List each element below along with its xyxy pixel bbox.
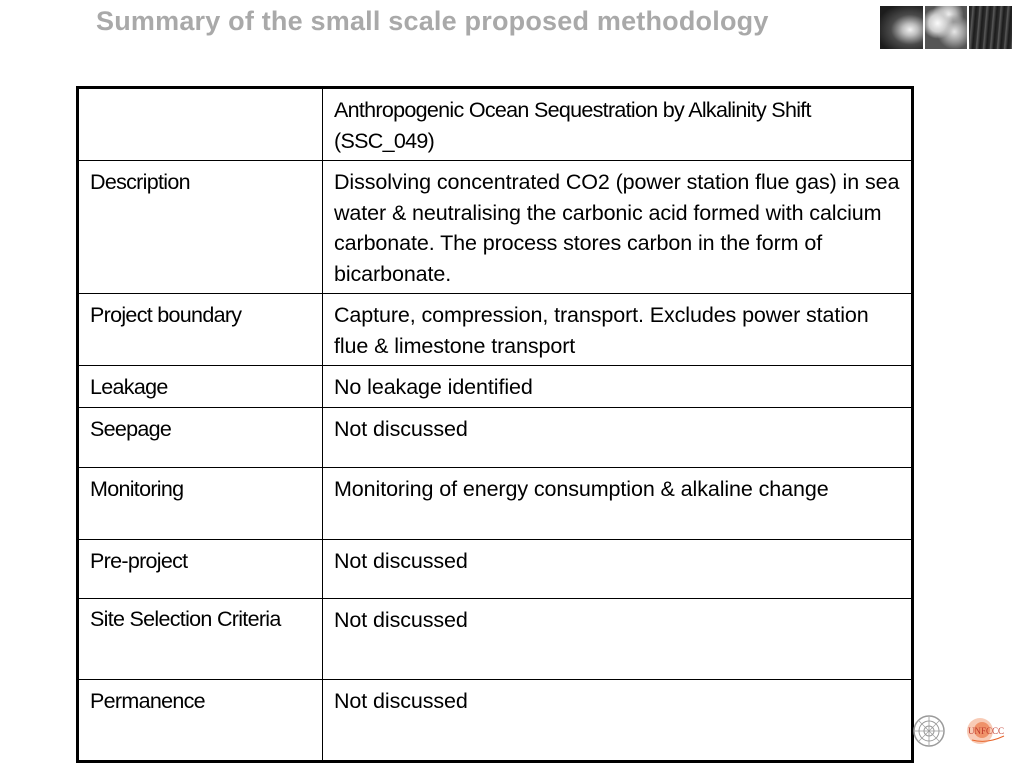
table-row bbox=[78, 540, 913, 599]
un-emblem-icon bbox=[914, 716, 944, 746]
table-row bbox=[78, 366, 913, 408]
row-label-monitoring: Monitoring bbox=[78, 468, 323, 540]
table-row bbox=[78, 88, 913, 161]
header-photo-sun bbox=[880, 6, 923, 49]
table-row bbox=[78, 161, 913, 294]
header-photo-strip bbox=[880, 6, 1012, 49]
header-photo-forest bbox=[969, 6, 1012, 49]
footer-logos bbox=[912, 714, 1012, 748]
row-value-leakage: No leakage identified bbox=[323, 366, 913, 408]
header-photo-clouds bbox=[925, 6, 968, 49]
row-value-pre-project: Not discussed bbox=[323, 540, 913, 599]
row-value-seepage: Not discussed bbox=[323, 408, 913, 468]
unfccc-logo-icon bbox=[967, 718, 1004, 744]
row-value-project-boundary: Capture, compression, transport. Excludes power station flue & limestone transport bbox=[323, 294, 913, 366]
table-row bbox=[78, 680, 913, 762]
row-value-permanence: Not discussed bbox=[323, 680, 913, 762]
row-label-pre-project: Pre-project bbox=[78, 540, 323, 599]
row-value-site-selection-criteria: Not discussed bbox=[323, 599, 913, 680]
row-label-permanence: Permanence bbox=[78, 680, 323, 762]
row-label-description: Description bbox=[78, 161, 323, 294]
header-label-cell bbox=[78, 88, 323, 161]
row-value-description: Dissolving concentrated CO2 (power station flue gas) in sea water & neutralising the carbonic acid formed with calcium carbonate. The process stores carbon in the form of bicarbonate. bbox=[323, 161, 913, 294]
row-value-monitoring: Monitoring of energy consumption & alkaline change bbox=[323, 468, 913, 540]
row-label-project-boundary: Project boundary bbox=[78, 294, 323, 366]
row-label-leakage: Leakage bbox=[78, 366, 323, 408]
table-row bbox=[78, 468, 913, 540]
row-label-site-selection-criteria: Site Selection Criteria bbox=[78, 599, 323, 680]
table-row bbox=[78, 599, 913, 680]
table-row bbox=[78, 408, 913, 468]
table-row bbox=[78, 294, 913, 366]
slide-title: Summary of the small scale proposed methodology bbox=[96, 6, 769, 36]
row-label-seepage: Seepage bbox=[78, 408, 323, 468]
methodology-name-cell: Anthropogenic Ocean Sequestration by Alkalinity Shift (SSC_049) bbox=[323, 88, 913, 161]
unfccc-logo-text: UNFCCC bbox=[968, 726, 1005, 736]
methodology-summary-table bbox=[76, 86, 914, 763]
